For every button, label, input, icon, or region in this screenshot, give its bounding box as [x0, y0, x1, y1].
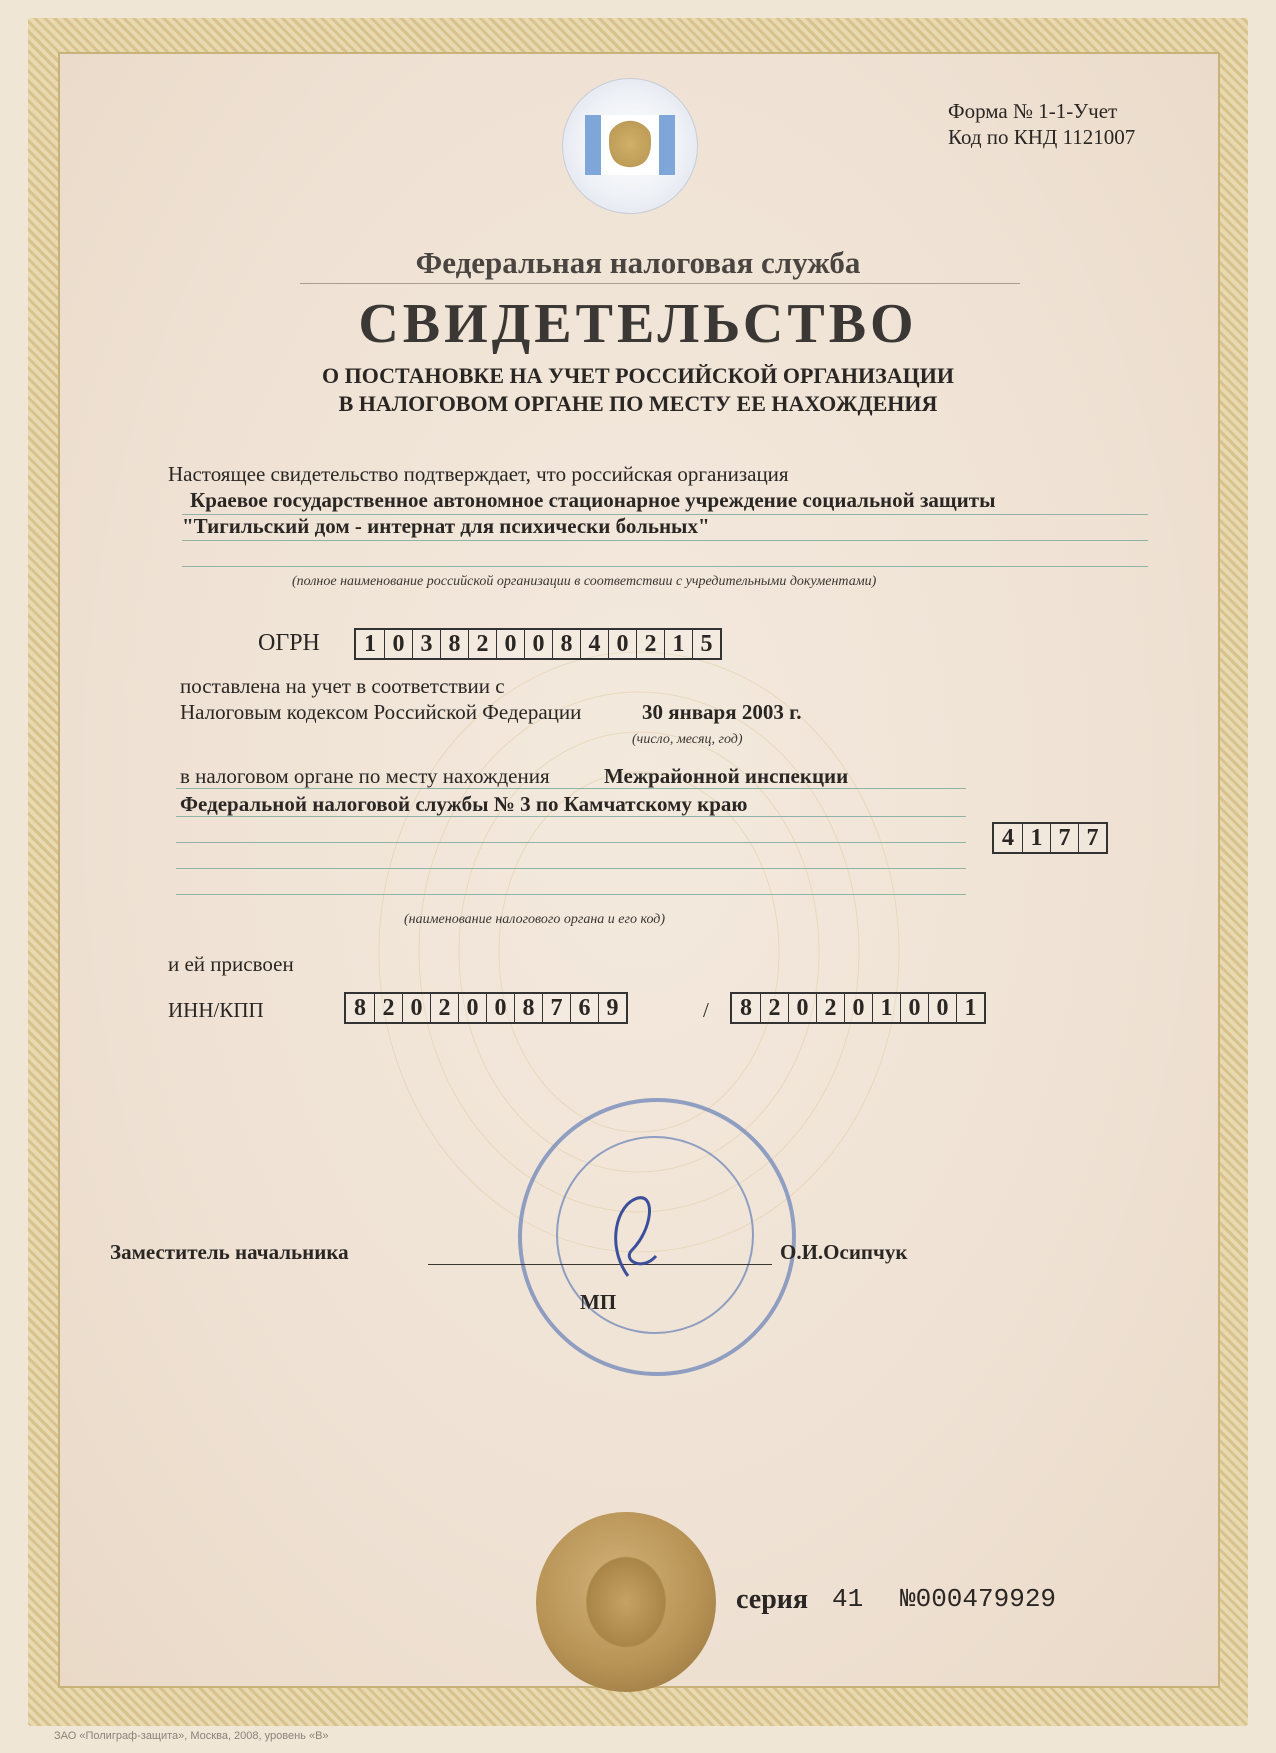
signatory-position: Заместитель начальника: [110, 1240, 349, 1264]
signatory-name: О.И.Осипчук: [780, 1240, 908, 1264]
confirm-text: Настоящее свидетельство подтверждает, что российская организация: [168, 462, 789, 486]
tax-organ-line-1: Межрайонной инспекции: [604, 764, 849, 788]
subtitle-line-1: О ПОСТАНОВКЕ НА УЧЕТ РОССИЙСКОЙ ОРГАНИЗАЦИИ: [322, 363, 954, 388]
tax-organ-line-2: Федеральной налоговой службы № 3 по Камчатскому краю: [180, 792, 748, 816]
digit-cell: 2: [816, 994, 844, 1022]
digit-cell: 0: [608, 630, 636, 658]
digit-cell: 8: [354, 995, 366, 1021]
inn-digit-boxes: [344, 992, 628, 1024]
digit-cell: 0: [486, 994, 514, 1022]
digit-cell: 0: [524, 630, 552, 658]
digit-cell: 2: [374, 994, 402, 1022]
digit-cell: 0: [384, 630, 412, 658]
fill-line: [176, 868, 966, 869]
ogrn-digit-boxes: [354, 628, 722, 660]
digit-cell: 1: [364, 631, 376, 657]
eagle-emblem-icon: [609, 119, 651, 169]
digit-cell: 7: [1078, 824, 1106, 852]
digit-cell: 7: [1050, 824, 1078, 852]
org-name-caption: (полное наименование российской организации в соответствии с учредительными документами): [292, 574, 877, 589]
registered-text-2: Налоговым кодексом Российской Федерации: [180, 700, 582, 724]
hologram-emblem: [562, 78, 698, 214]
digit-cell: 0: [928, 994, 956, 1022]
digit-cell: 0: [496, 630, 524, 658]
org-name-line-2: "Тигильский дом - интернат для психически больных": [182, 514, 710, 538]
header-divider: [300, 283, 1020, 284]
series-label: серия: [736, 1584, 809, 1615]
digit-cell: 2: [636, 630, 664, 658]
digit-cell: 1: [664, 630, 692, 658]
fill-line: [182, 540, 1148, 541]
digit-cell: 7: [542, 994, 570, 1022]
fill-line: [176, 788, 966, 789]
form-knd-code: Код по КНД 1121007: [948, 125, 1136, 149]
fill-line: [182, 566, 1148, 567]
digit-cell: 1: [956, 994, 984, 1022]
fill-line: [176, 842, 966, 843]
printer-imprint: ЗАО «Полиграф-защита», Москва, 2008, уровень «В»: [54, 1730, 329, 1742]
fill-line: [176, 894, 966, 895]
digit-cell: 8: [440, 630, 468, 658]
registered-text-1: поставлена на учет в соответствии с: [180, 674, 505, 698]
digit-cell: 3: [412, 630, 440, 658]
digit-cell: 2: [760, 994, 788, 1022]
assigned-text: и ей присвоен: [168, 952, 294, 976]
eagle-emblem-icon: [580, 1550, 672, 1654]
mp-seal-mark: МП: [580, 1290, 617, 1314]
ogrn-label: ОГРН: [258, 630, 320, 656]
digit-cell: 5: [692, 630, 720, 658]
digit-cell: 2: [468, 630, 496, 658]
form-info: [948, 98, 1135, 150]
kpp-digit-boxes: [730, 992, 986, 1024]
inn-kpp-label: ИНН/КПП: [168, 998, 264, 1022]
digit-cell: 4: [1002, 825, 1014, 851]
digit-cell: 2: [430, 994, 458, 1022]
tax-organ-caption: (наименование налогового органа и его код): [404, 912, 666, 927]
tax-organ-code-boxes: [992, 822, 1108, 854]
tax-organ-prefix: в налоговом органе по месту нахождения: [180, 764, 550, 788]
digit-cell: 4: [580, 630, 608, 658]
subtitle-line-2: В НАЛОГОВОМ ОРГАНЕ ПО МЕСТУ ЕЕ НАХОЖДЕНИЯ: [338, 391, 938, 416]
certificate-number: №000479929: [900, 1584, 1057, 1614]
digit-cell: 8: [552, 630, 580, 658]
issuer-title: Федеральная налоговая служба: [415, 245, 861, 280]
series-value: 41: [832, 1584, 864, 1614]
date-caption: (число, месяц, год): [632, 732, 743, 747]
document-title: СВИДЕТЕЛЬСТВО: [358, 293, 918, 355]
embossed-seal: [536, 1512, 716, 1692]
digit-cell: 0: [788, 994, 816, 1022]
fill-line: [176, 816, 966, 817]
document-subtitle: [0, 362, 1276, 418]
digit-cell: 0: [844, 994, 872, 1022]
inn-kpp-slash: /: [703, 998, 709, 1022]
digit-cell: 8: [740, 995, 752, 1021]
digit-cell: 6: [570, 994, 598, 1022]
digit-cell: 0: [458, 994, 486, 1022]
digit-cell: 9: [598, 994, 626, 1022]
handwritten-signature: [598, 1186, 662, 1286]
form-number: Форма № 1-1-Учет: [948, 99, 1118, 123]
registration-date: 30 января 2003 г.: [642, 700, 802, 724]
digit-cell: 8: [514, 994, 542, 1022]
digit-cell: 1: [872, 994, 900, 1022]
digit-cell: 1: [1022, 824, 1050, 852]
digit-cell: 0: [900, 994, 928, 1022]
digit-cell: 0: [402, 994, 430, 1022]
org-name-line-1: Краевое государственное автономное стационарное учреждение социальной защиты: [190, 488, 996, 512]
